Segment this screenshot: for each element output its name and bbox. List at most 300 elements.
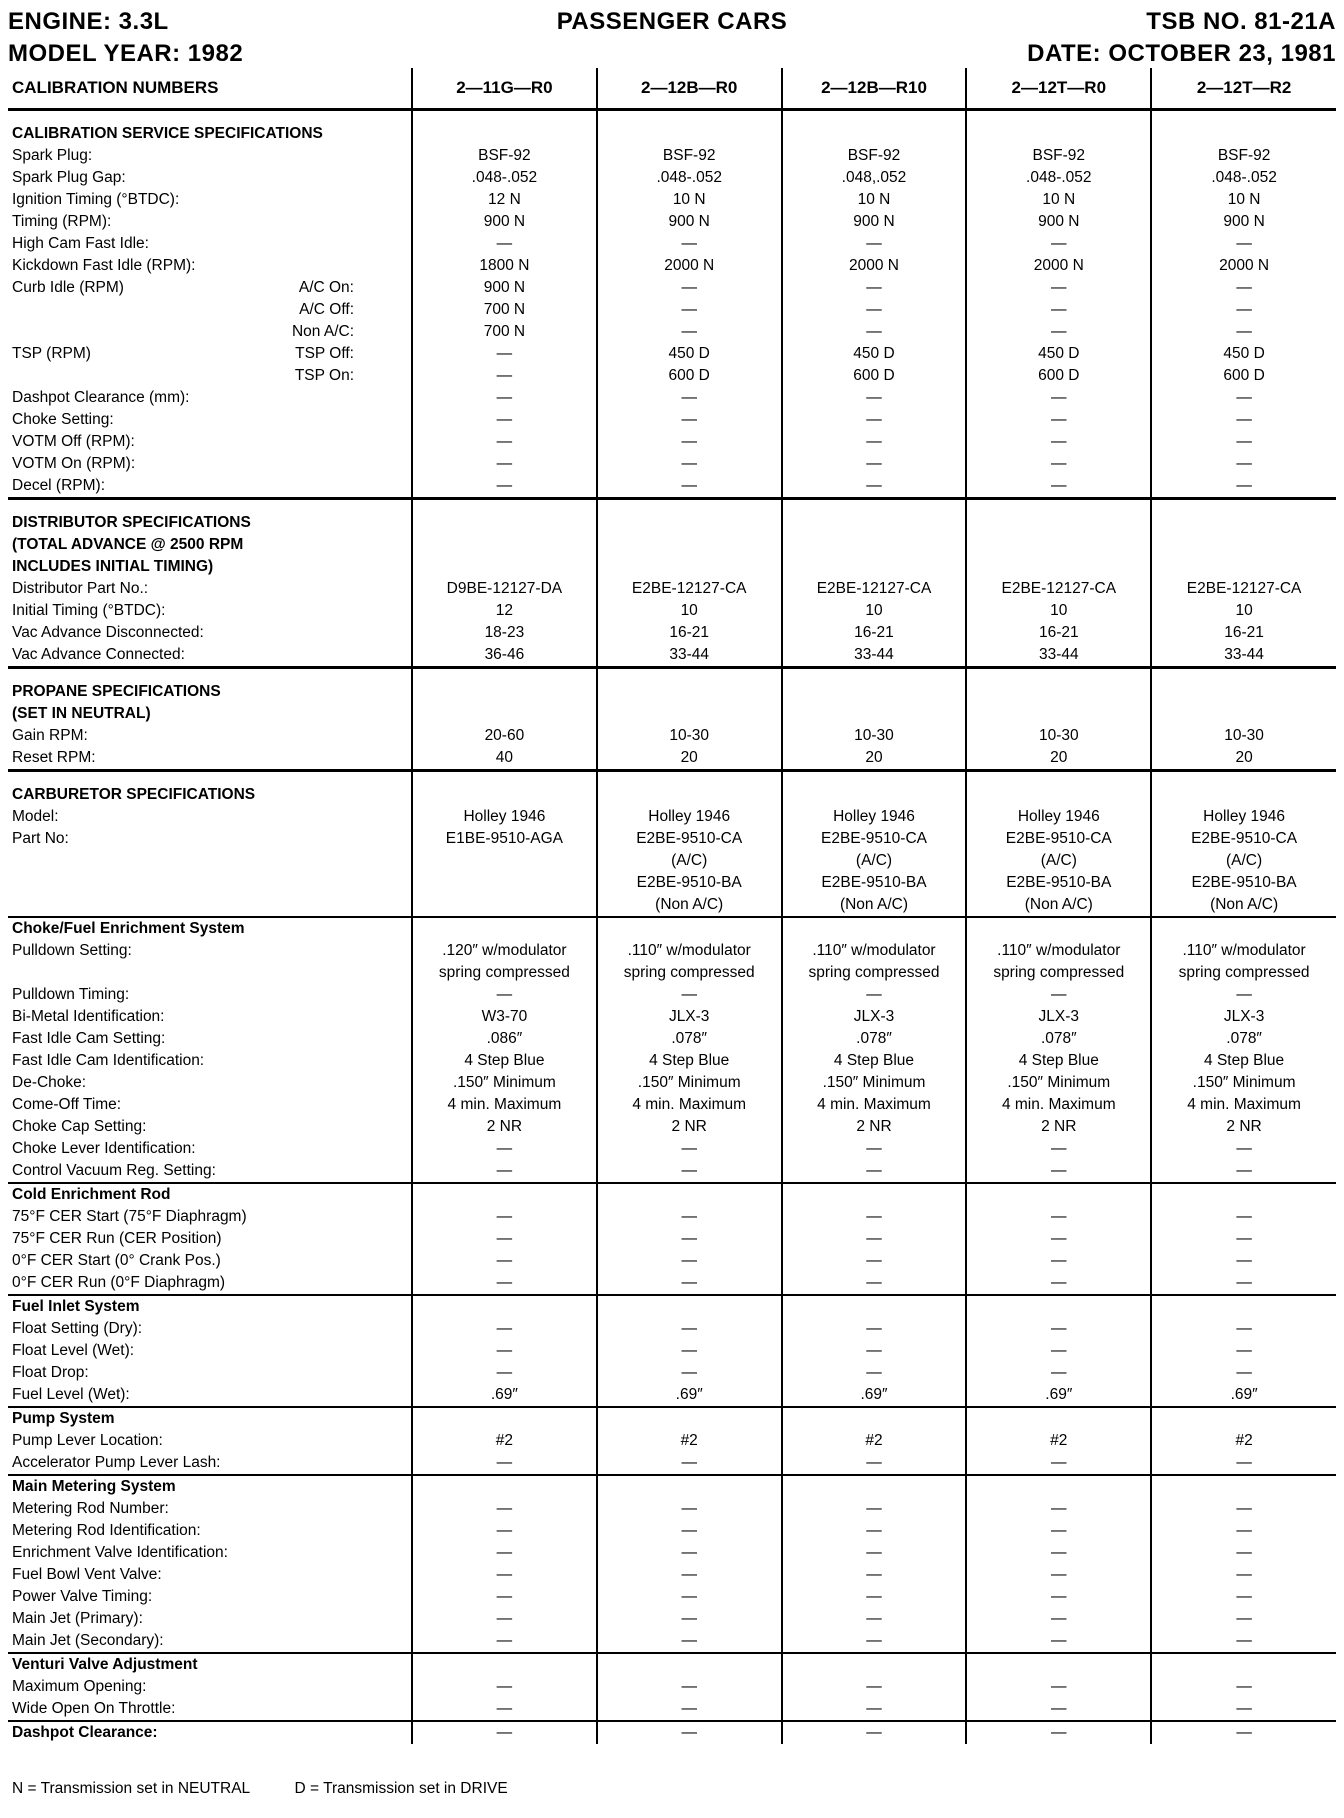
empty-cell bbox=[966, 771, 1151, 785]
spec-value: — bbox=[966, 1206, 1151, 1228]
spec-value: 600 D bbox=[597, 365, 782, 387]
section-title-row bbox=[8, 681, 1336, 703]
spec-row bbox=[8, 1272, 1336, 1295]
spec-value: 20 bbox=[597, 747, 782, 771]
footnote-drive: D = Transmission set in DRIVE bbox=[294, 1780, 508, 1797]
spec-label-text: Vac Advance Disconnected: bbox=[12, 624, 204, 641]
spec-label bbox=[8, 725, 412, 747]
spec-value: JLX-3 bbox=[966, 1006, 1151, 1028]
spec-value: 2 NR bbox=[782, 1116, 967, 1138]
spec-value: (Non A/C) bbox=[966, 894, 1151, 917]
spec-label-text: Pulldown Setting: bbox=[12, 942, 132, 959]
spec-label bbox=[8, 806, 412, 828]
spec-value: 10 N bbox=[1151, 189, 1336, 211]
spec-label bbox=[8, 1138, 412, 1160]
spec-label bbox=[8, 962, 412, 984]
spec-value: — bbox=[966, 1228, 1151, 1250]
spec-row bbox=[8, 940, 1336, 962]
spec-value: — bbox=[1151, 431, 1336, 453]
spec-value: — bbox=[1151, 1586, 1336, 1608]
subsection-heading-row bbox=[8, 1721, 1336, 1744]
spec-value: Holley 1946 bbox=[597, 806, 782, 828]
spec-value: — bbox=[966, 1542, 1151, 1564]
empty-cell bbox=[782, 534, 967, 556]
spec-value: — bbox=[1151, 1520, 1336, 1542]
spec-sub-label: A/C Off: bbox=[299, 301, 354, 318]
spec-value: .69″ bbox=[597, 1384, 782, 1407]
spec-value: 10 N bbox=[966, 189, 1151, 211]
spec-value: 2 NR bbox=[412, 1116, 597, 1138]
spec-label-text: Vac Advance Connected: bbox=[12, 646, 185, 663]
spec-row bbox=[8, 299, 1336, 321]
spec-value bbox=[597, 1295, 782, 1318]
spec-value: 16-21 bbox=[597, 622, 782, 644]
spec-value: 1800 N bbox=[412, 255, 597, 277]
spec-label-text: Float Level (Wet): bbox=[12, 1342, 135, 1359]
spec-row bbox=[8, 1250, 1336, 1272]
spec-row bbox=[8, 622, 1336, 644]
empty-cell bbox=[412, 703, 597, 725]
spec-row bbox=[8, 984, 1336, 1006]
section-spacer bbox=[8, 771, 1336, 785]
spec-value bbox=[597, 1407, 782, 1430]
spec-label-text: 75°F CER Run (CER Position) bbox=[12, 1230, 222, 1247]
spec-value: — bbox=[597, 1586, 782, 1608]
empty-cell bbox=[782, 512, 967, 534]
spec-label-text: Choke Lever Identification: bbox=[12, 1140, 196, 1157]
spec-value bbox=[597, 917, 782, 940]
model-year-label: MODEL YEAR: 1982 bbox=[8, 40, 244, 67]
empty-cell bbox=[597, 556, 782, 578]
spec-label bbox=[8, 872, 412, 894]
spacer-cell bbox=[8, 668, 412, 682]
spec-label bbox=[8, 1542, 412, 1564]
spec-label bbox=[8, 1160, 412, 1183]
spec-value: — bbox=[412, 1318, 597, 1340]
spec-value: — bbox=[782, 1452, 967, 1475]
empty-cell bbox=[597, 512, 782, 534]
empty-cell bbox=[412, 771, 597, 785]
spec-value: — bbox=[966, 321, 1151, 343]
spec-label bbox=[8, 1050, 412, 1072]
spec-value: — bbox=[782, 1340, 967, 1362]
spec-label bbox=[8, 1318, 412, 1340]
spec-value: — bbox=[1151, 453, 1336, 475]
spec-value: Holley 1946 bbox=[966, 806, 1151, 828]
spec-value: — bbox=[597, 277, 782, 299]
spec-value: BSF-92 bbox=[1151, 145, 1336, 167]
spec-label bbox=[8, 600, 412, 622]
spec-value: — bbox=[782, 1542, 967, 1564]
spec-value: 36-46 bbox=[412, 644, 597, 668]
spec-value: — bbox=[966, 1250, 1151, 1272]
spec-value: E2BE-12127-CA bbox=[966, 578, 1151, 600]
spec-value: — bbox=[782, 1160, 967, 1183]
spec-value: — bbox=[412, 1250, 597, 1272]
spec-value: — bbox=[782, 1138, 967, 1160]
section-title-row bbox=[8, 703, 1336, 725]
spec-value: — bbox=[597, 1721, 782, 1744]
spec-row bbox=[8, 850, 1336, 872]
spec-label bbox=[8, 1250, 412, 1272]
spec-value: .048-.052 bbox=[597, 167, 782, 189]
spec-value: E2BE-9510-CA bbox=[1151, 828, 1336, 850]
spec-value: E2BE-9510-CA bbox=[782, 828, 967, 850]
spec-value: — bbox=[966, 453, 1151, 475]
spec-value: 900 N bbox=[966, 211, 1151, 233]
spec-row bbox=[8, 233, 1336, 255]
spec-value: — bbox=[412, 1698, 597, 1721]
spec-value: JLX-3 bbox=[597, 1006, 782, 1028]
spec-value: .078″ bbox=[1151, 1028, 1336, 1050]
spec-value: — bbox=[597, 1452, 782, 1475]
spec-label bbox=[8, 211, 412, 233]
spec-row bbox=[8, 1586, 1336, 1608]
spec-row bbox=[8, 828, 1336, 850]
spec-value: spring compressed bbox=[412, 962, 597, 984]
spec-value: — bbox=[597, 1228, 782, 1250]
spec-row bbox=[8, 1698, 1336, 1721]
empty-cell bbox=[966, 668, 1151, 682]
spec-label-text: Control Vacuum Reg. Setting: bbox=[12, 1162, 216, 1179]
spec-value: — bbox=[412, 343, 597, 365]
spec-value: JLX-3 bbox=[1151, 1006, 1336, 1028]
spec-row bbox=[8, 1228, 1336, 1250]
spec-label bbox=[8, 622, 412, 644]
subsection-heading: Dashpot Clearance: bbox=[8, 1721, 412, 1744]
spec-value bbox=[412, 1407, 597, 1430]
spec-row bbox=[8, 1318, 1336, 1340]
spec-value bbox=[782, 1183, 967, 1206]
spec-value: 450 D bbox=[597, 343, 782, 365]
empty-cell bbox=[597, 499, 782, 513]
spec-value: .150″ Minimum bbox=[1151, 1072, 1336, 1094]
spec-value: — bbox=[782, 1362, 967, 1384]
spec-label bbox=[8, 894, 412, 917]
spec-label bbox=[8, 145, 412, 167]
spec-value: — bbox=[1151, 321, 1336, 343]
spec-value bbox=[597, 1475, 782, 1498]
subsection-heading: Pump System bbox=[8, 1407, 412, 1430]
empty-cell bbox=[782, 556, 967, 578]
spec-row bbox=[8, 600, 1336, 622]
spec-row bbox=[8, 409, 1336, 431]
spec-row bbox=[8, 189, 1336, 211]
spec-value: — bbox=[966, 299, 1151, 321]
spec-value: 2000 N bbox=[782, 255, 967, 277]
spec-value: — bbox=[1151, 1206, 1336, 1228]
empty-cell bbox=[412, 668, 597, 682]
spec-value: — bbox=[1151, 1564, 1336, 1586]
spec-value: 20 bbox=[966, 747, 1151, 771]
empty-cell bbox=[966, 784, 1151, 806]
spec-row bbox=[8, 894, 1336, 917]
spacer-cell bbox=[8, 110, 412, 124]
spec-value: 700 N bbox=[412, 321, 597, 343]
spec-row bbox=[8, 1050, 1336, 1072]
spec-value: .110″ w/modulator bbox=[966, 940, 1151, 962]
spec-value: — bbox=[966, 1721, 1151, 1744]
spec-value: #2 bbox=[1151, 1430, 1336, 1452]
section-title-row bbox=[8, 556, 1336, 578]
spec-value: (Non A/C) bbox=[782, 894, 967, 917]
spec-value: 40 bbox=[412, 747, 597, 771]
spec-label-text: High Cam Fast Idle: bbox=[12, 235, 149, 252]
spec-value: — bbox=[1151, 1676, 1336, 1698]
section-title-row bbox=[8, 123, 1336, 145]
spec-value: — bbox=[782, 431, 967, 453]
spec-label bbox=[8, 1498, 412, 1520]
spec-value: 900 N bbox=[782, 211, 967, 233]
spec-label bbox=[8, 365, 412, 387]
empty-cell bbox=[1151, 784, 1336, 806]
spec-value: — bbox=[1151, 409, 1336, 431]
spec-value: .69″ bbox=[966, 1384, 1151, 1407]
spec-value: .69″ bbox=[782, 1384, 967, 1407]
spec-value: — bbox=[412, 1452, 597, 1475]
spec-label bbox=[8, 343, 412, 365]
spec-label-text: Main Jet (Primary): bbox=[12, 1610, 143, 1627]
spec-value: — bbox=[597, 1608, 782, 1630]
spec-value: — bbox=[966, 1452, 1151, 1475]
spec-value: — bbox=[597, 984, 782, 1006]
spec-value bbox=[966, 1475, 1151, 1498]
spec-label-text: 0°F CER Start (0° Crank Pos.) bbox=[12, 1252, 221, 1269]
spec-value: — bbox=[597, 1676, 782, 1698]
spec-value: — bbox=[597, 475, 782, 499]
spec-value: .110″ w/modulator bbox=[782, 940, 967, 962]
spec-value: 4 min. Maximum bbox=[1151, 1094, 1336, 1116]
spec-label-text: Kickdown Fast Idle (RPM): bbox=[12, 257, 196, 274]
spec-value: — bbox=[597, 321, 782, 343]
spec-label bbox=[8, 940, 412, 962]
spec-label bbox=[8, 1586, 412, 1608]
spec-value bbox=[782, 1475, 967, 1498]
spec-label-text: Float Setting (Dry): bbox=[12, 1320, 143, 1337]
spec-label-text: Distributor Part No.: bbox=[12, 580, 149, 597]
spec-value: — bbox=[966, 387, 1151, 409]
spec-value: 4 min. Maximum bbox=[782, 1094, 967, 1116]
calibration-col-3: 2—12B—R10 bbox=[782, 68, 967, 110]
spec-value: — bbox=[1151, 1452, 1336, 1475]
spec-value: 10-30 bbox=[1151, 725, 1336, 747]
spec-value: spring compressed bbox=[966, 962, 1151, 984]
spec-value: .048-.052 bbox=[1151, 167, 1336, 189]
spec-label-text: VOTM Off (RPM): bbox=[12, 433, 135, 450]
spec-value: — bbox=[782, 1586, 967, 1608]
spec-value: — bbox=[412, 1676, 597, 1698]
spec-value: .078″ bbox=[782, 1028, 967, 1050]
subsection-heading: Venturi Valve Adjustment bbox=[8, 1653, 412, 1676]
spec-value: — bbox=[1151, 1250, 1336, 1272]
spec-value bbox=[782, 917, 967, 940]
spec-value: 450 D bbox=[1151, 343, 1336, 365]
section-title: PROPANE SPECIFICATIONS bbox=[12, 683, 221, 700]
empty-cell bbox=[966, 703, 1151, 725]
spec-row bbox=[8, 1630, 1336, 1653]
spec-row bbox=[8, 211, 1336, 233]
spec-value bbox=[1151, 1475, 1336, 1498]
spec-value: — bbox=[782, 1630, 967, 1653]
spec-row bbox=[8, 453, 1336, 475]
spec-label bbox=[8, 409, 412, 431]
spec-row bbox=[8, 431, 1336, 453]
spec-value: — bbox=[597, 299, 782, 321]
spec-value: — bbox=[412, 1542, 597, 1564]
spec-value: .150″ Minimum bbox=[597, 1072, 782, 1094]
spec-label bbox=[8, 233, 412, 255]
spec-value: Holley 1946 bbox=[412, 806, 597, 828]
spec-value: W3-70 bbox=[412, 1006, 597, 1028]
spec-label bbox=[8, 1072, 412, 1094]
spec-value: 2 NR bbox=[597, 1116, 782, 1138]
spec-value: 4 Step Blue bbox=[412, 1050, 597, 1072]
spec-value: — bbox=[412, 1206, 597, 1228]
spec-value: — bbox=[782, 409, 967, 431]
spec-value: #2 bbox=[966, 1430, 1151, 1452]
spec-value: (A/C) bbox=[597, 850, 782, 872]
spec-label bbox=[8, 321, 412, 343]
spec-value bbox=[412, 1295, 597, 1318]
spec-value: — bbox=[782, 1698, 967, 1721]
spec-value: .078″ bbox=[966, 1028, 1151, 1050]
spec-value: — bbox=[1151, 1160, 1336, 1183]
spec-value: — bbox=[966, 1160, 1151, 1183]
empty-cell bbox=[782, 110, 967, 124]
spec-value: — bbox=[966, 1498, 1151, 1520]
spec-value: 10 bbox=[1151, 600, 1336, 622]
tsb-date-block bbox=[1027, 6, 1336, 70]
spec-value: — bbox=[412, 233, 597, 255]
spec-label-text: Wide Open On Throttle: bbox=[12, 1700, 176, 1717]
spec-value: E1BE-9510-AGA bbox=[412, 828, 597, 850]
spec-value: — bbox=[412, 475, 597, 499]
spec-value: 16-21 bbox=[782, 622, 967, 644]
spec-row bbox=[8, 1608, 1336, 1630]
spec-label-text: Accelerator Pump Lever Lash: bbox=[12, 1454, 221, 1471]
subsection-heading-row bbox=[8, 1475, 1336, 1498]
section-title: (TOTAL ADVANCE @ 2500 RPM bbox=[12, 536, 244, 553]
spec-value: .110″ w/modulator bbox=[597, 940, 782, 962]
spec-value bbox=[1151, 1295, 1336, 1318]
spec-value: 10-30 bbox=[782, 725, 967, 747]
spec-row bbox=[8, 343, 1336, 365]
spec-value: — bbox=[966, 1520, 1151, 1542]
spec-value: 2 NR bbox=[966, 1116, 1151, 1138]
section-title: CARBURETOR SPECIFICATIONS bbox=[12, 786, 256, 803]
spec-value: — bbox=[412, 1520, 597, 1542]
subsection-heading-row bbox=[8, 1653, 1336, 1676]
spec-value: — bbox=[782, 1318, 967, 1340]
spec-value: — bbox=[1151, 1272, 1336, 1295]
spec-row bbox=[8, 747, 1336, 771]
spec-value: 4 Step Blue bbox=[966, 1050, 1151, 1072]
spec-value: 16-21 bbox=[1151, 622, 1336, 644]
spec-label-text: Part No: bbox=[12, 830, 69, 847]
spec-label-text: Enrichment Valve Identification: bbox=[12, 1544, 228, 1561]
spec-value: 4 Step Blue bbox=[1151, 1050, 1336, 1072]
empty-cell bbox=[1151, 668, 1336, 682]
spec-value: — bbox=[782, 277, 967, 299]
spec-label-text: De-Choke: bbox=[12, 1074, 87, 1091]
spec-value: — bbox=[782, 984, 967, 1006]
spec-value: — bbox=[1151, 1228, 1336, 1250]
spec-value bbox=[412, 894, 597, 917]
spec-value bbox=[966, 917, 1151, 940]
spec-value: 18-23 bbox=[412, 622, 597, 644]
empty-cell bbox=[412, 110, 597, 124]
spec-value: 450 D bbox=[966, 343, 1151, 365]
empty-cell bbox=[966, 681, 1151, 703]
subsection-heading-row bbox=[8, 1407, 1336, 1430]
spec-value: — bbox=[412, 1272, 597, 1295]
spec-label bbox=[8, 828, 412, 850]
section-spacer bbox=[8, 668, 1336, 682]
spec-label bbox=[8, 1340, 412, 1362]
spec-value: — bbox=[412, 431, 597, 453]
spec-table-body bbox=[8, 110, 1336, 1745]
subsection-heading-row bbox=[8, 1183, 1336, 1206]
spec-label bbox=[8, 1698, 412, 1721]
empty-cell bbox=[782, 123, 967, 145]
spec-value: E2BE-9510-BA bbox=[597, 872, 782, 894]
spec-value: — bbox=[597, 431, 782, 453]
spec-value: — bbox=[412, 453, 597, 475]
spec-label bbox=[8, 1206, 412, 1228]
spec-label-text: Initial Timing (°BTDC): bbox=[12, 602, 166, 619]
spec-row bbox=[8, 277, 1336, 299]
spec-value: — bbox=[412, 365, 597, 387]
empty-cell bbox=[1151, 534, 1336, 556]
spec-value: — bbox=[782, 1721, 967, 1744]
spec-value: — bbox=[597, 1698, 782, 1721]
spec-value: #2 bbox=[782, 1430, 967, 1452]
empty-cell bbox=[597, 123, 782, 145]
spec-value: — bbox=[1151, 387, 1336, 409]
spec-row bbox=[8, 1452, 1336, 1475]
spec-row bbox=[8, 145, 1336, 167]
spec-label bbox=[8, 277, 412, 299]
empty-cell bbox=[966, 556, 1151, 578]
spec-label bbox=[8, 1630, 412, 1653]
empty-cell bbox=[1151, 499, 1336, 513]
spec-label-text: 0°F CER Run (0°F Diaphragm) bbox=[12, 1274, 226, 1291]
spec-label-text: Float Drop: bbox=[12, 1364, 89, 1381]
empty-cell bbox=[782, 771, 967, 785]
section-title: (SET IN NEUTRAL) bbox=[12, 705, 151, 722]
spec-row bbox=[8, 962, 1336, 984]
spec-value: 600 D bbox=[966, 365, 1151, 387]
spec-value: — bbox=[412, 1608, 597, 1630]
spec-value: — bbox=[782, 1250, 967, 1272]
spec-label bbox=[8, 747, 412, 771]
spec-value: spring compressed bbox=[782, 962, 967, 984]
engine-model-block bbox=[8, 6, 243, 70]
spec-label-text: Choke Cap Setting: bbox=[12, 1118, 147, 1135]
spec-row bbox=[8, 1094, 1336, 1116]
spec-label-text: Bi-Metal Identification: bbox=[12, 1008, 165, 1025]
empty-cell bbox=[597, 681, 782, 703]
spec-value: — bbox=[1151, 475, 1336, 499]
spec-label bbox=[8, 1564, 412, 1586]
spec-value: 2000 N bbox=[966, 255, 1151, 277]
spec-value: #2 bbox=[412, 1430, 597, 1452]
spec-row bbox=[8, 1362, 1336, 1384]
spec-value: 20-60 bbox=[412, 725, 597, 747]
spec-label bbox=[8, 1608, 412, 1630]
spec-value bbox=[1151, 1407, 1336, 1430]
spec-value: .120″ w/modulator bbox=[412, 940, 597, 962]
